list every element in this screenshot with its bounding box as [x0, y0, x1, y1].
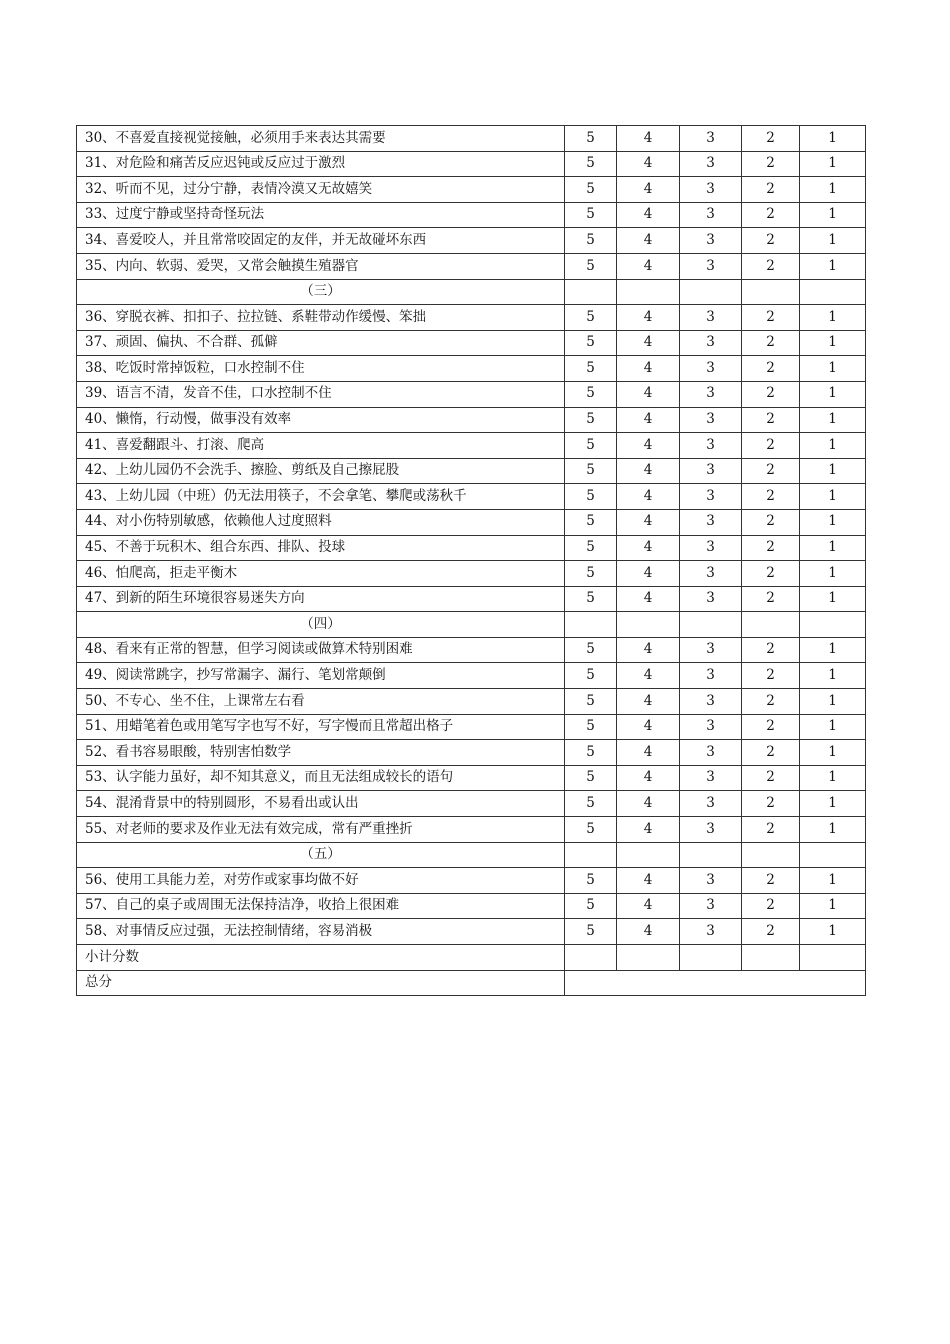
table-row [77, 253, 866, 279]
table-row [77, 817, 866, 843]
empty-score-cell [617, 842, 680, 868]
score-option: 4 [617, 561, 680, 587]
empty-score-cell [680, 945, 742, 971]
item-text: 37、顽固、偏执、不合群、孤僻 [77, 330, 565, 356]
score-option: 3 [680, 893, 742, 919]
questionnaire-table [76, 125, 866, 996]
score-option: 5 [565, 893, 617, 919]
score-option: 1 [800, 253, 866, 279]
empty-score-cell [680, 842, 742, 868]
score-option: 3 [680, 458, 742, 484]
item-text: 48、看来有正常的智慧，但学习阅读或做算术特别困难 [77, 637, 565, 663]
table-row [77, 561, 866, 587]
score-option: 2 [742, 740, 800, 766]
score-option: 2 [742, 765, 800, 791]
score-option: 4 [617, 458, 680, 484]
empty-score-cell [800, 612, 866, 638]
table-row [77, 381, 866, 407]
score-option: 4 [617, 407, 680, 433]
score-option: 2 [742, 817, 800, 843]
score-option: 1 [800, 126, 866, 152]
score-option: 1 [800, 509, 866, 535]
score-option: 5 [565, 433, 617, 459]
score-option: 3 [680, 586, 742, 612]
score-option: 3 [680, 765, 742, 791]
score-option: 4 [617, 151, 680, 177]
score-option: 3 [680, 817, 742, 843]
item-text: 58、对事情反应过强，无法控制情绪，容易消极 [77, 919, 565, 945]
score-option: 4 [617, 740, 680, 766]
empty-score-cell [680, 612, 742, 638]
score-option: 3 [680, 714, 742, 740]
score-option: 3 [680, 228, 742, 254]
item-text: 39、语言不清，发音不佳，口水控制不住 [77, 381, 565, 407]
empty-score-cell [680, 279, 742, 305]
score-option: 5 [565, 714, 617, 740]
score-option: 4 [617, 381, 680, 407]
score-option: 3 [680, 433, 742, 459]
score-option: 1 [800, 484, 866, 510]
item-text: 40、懒惰，行动慢，做事没有效率 [77, 407, 565, 433]
table-row [77, 433, 866, 459]
score-option: 2 [742, 305, 800, 331]
score-option: 1 [800, 433, 866, 459]
item-text: 47、到新的陌生环境很容易迷失方向 [77, 586, 565, 612]
score-option: 5 [565, 791, 617, 817]
empty-score-cell [742, 612, 800, 638]
score-option: 4 [617, 305, 680, 331]
score-option: 2 [742, 663, 800, 689]
score-option: 2 [742, 689, 800, 715]
empty-score-cell [742, 279, 800, 305]
score-option: 1 [800, 535, 866, 561]
score-option: 2 [742, 893, 800, 919]
score-option: 4 [617, 689, 680, 715]
score-option: 4 [617, 714, 680, 740]
score-option: 5 [565, 330, 617, 356]
score-option: 1 [800, 330, 866, 356]
score-option: 5 [565, 356, 617, 382]
score-option: 2 [742, 126, 800, 152]
empty-score-cell [800, 842, 866, 868]
empty-score-cell [800, 945, 866, 971]
score-option: 5 [565, 765, 617, 791]
item-text: 44、对小伤特别敏感，依赖他人过度照料 [77, 509, 565, 535]
score-option: 5 [565, 817, 617, 843]
score-option: 5 [565, 458, 617, 484]
table-row [77, 689, 866, 715]
score-option: 3 [680, 356, 742, 382]
score-option: 3 [680, 381, 742, 407]
item-text: 54、混淆背景中的特别圆形，不易看出或认出 [77, 791, 565, 817]
empty-score-cell [800, 279, 866, 305]
score-option: 2 [742, 433, 800, 459]
score-option: 1 [800, 765, 866, 791]
score-option: 2 [742, 561, 800, 587]
score-option: 2 [742, 356, 800, 382]
score-option: 4 [617, 253, 680, 279]
score-option: 2 [742, 381, 800, 407]
score-option: 3 [680, 305, 742, 331]
score-option: 3 [680, 253, 742, 279]
empty-score-cell [565, 842, 617, 868]
score-option: 2 [742, 919, 800, 945]
score-option: 4 [617, 356, 680, 382]
item-text: 56、使用工具能力差，对劳作或家事均做不好 [77, 868, 565, 894]
table-row [77, 765, 866, 791]
score-option: 2 [742, 714, 800, 740]
empty-score-cell [617, 279, 680, 305]
score-option: 1 [800, 586, 866, 612]
score-option: 4 [617, 868, 680, 894]
table-row [77, 407, 866, 433]
table-row [77, 458, 866, 484]
score-option: 4 [617, 919, 680, 945]
item-text: 49、阅读常跳字，抄写常漏字、漏行、笔划常颠倒 [77, 663, 565, 689]
score-option: 5 [565, 407, 617, 433]
score-option: 1 [800, 202, 866, 228]
score-option: 3 [680, 535, 742, 561]
score-option: 1 [800, 919, 866, 945]
score-option: 2 [742, 253, 800, 279]
empty-score-cell [565, 945, 617, 971]
empty-score-cell [565, 612, 617, 638]
score-option: 3 [680, 663, 742, 689]
table-row [77, 330, 866, 356]
item-text: 45、不善于玩积木、组合东西、排队、投球 [77, 535, 565, 561]
table-row [77, 305, 866, 331]
score-option: 5 [565, 689, 617, 715]
item-text: 41、喜爱翻跟斗、打滚、爬高 [77, 433, 565, 459]
score-option: 1 [800, 868, 866, 894]
score-option: 1 [800, 689, 866, 715]
score-option: 1 [800, 817, 866, 843]
score-option: 4 [617, 791, 680, 817]
table-row [77, 740, 866, 766]
score-option: 1 [800, 177, 866, 203]
total-value-cell [565, 970, 866, 996]
score-option: 4 [617, 202, 680, 228]
score-option: 2 [742, 791, 800, 817]
score-option: 1 [800, 305, 866, 331]
questionnaire-body [77, 126, 866, 996]
section-row [77, 842, 866, 868]
score-option: 3 [680, 740, 742, 766]
score-option: 4 [617, 177, 680, 203]
total-row [77, 970, 866, 996]
table-row [77, 177, 866, 203]
item-text: 57、自己的桌子或周围无法保持洁净，收拾上很困难 [77, 893, 565, 919]
score-option: 5 [565, 637, 617, 663]
score-option: 2 [742, 535, 800, 561]
item-text: 33、过度宁静或坚持奇怪玩法 [77, 202, 565, 228]
score-option: 4 [617, 637, 680, 663]
score-option: 2 [742, 177, 800, 203]
subtotal-row [77, 945, 866, 971]
table-row [77, 893, 866, 919]
score-option: 2 [742, 330, 800, 356]
score-option: 1 [800, 637, 866, 663]
item-text: 46、怕爬高，拒走平衡木 [77, 561, 565, 587]
score-option: 5 [565, 586, 617, 612]
score-option: 1 [800, 714, 866, 740]
score-option: 1 [800, 458, 866, 484]
item-text: 34、喜爱咬人，并且常常咬固定的友伴，并无故碰坏东西 [77, 228, 565, 254]
score-option: 2 [742, 509, 800, 535]
item-text: 35、内向、软弱、爱哭，又常会触摸生殖器官 [77, 253, 565, 279]
item-text: 51、用蜡笔着色或用笔写字也写不好，写字慢而且常超出格子 [77, 714, 565, 740]
score-option: 5 [565, 381, 617, 407]
table-row [77, 151, 866, 177]
table-row [77, 637, 866, 663]
score-option: 1 [800, 740, 866, 766]
subtotal-label: 小计分数 [77, 945, 565, 971]
item-text: 36、穿脱衣裤、扣扣子、拉拉链、系鞋带动作缓慢、笨拙 [77, 305, 565, 331]
item-text: 55、对老师的要求及作业无法有效完成，常有严重挫折 [77, 817, 565, 843]
item-text: 52、看书容易眼酸，特别害怕数学 [77, 740, 565, 766]
table-row [77, 791, 866, 817]
score-option: 3 [680, 689, 742, 715]
score-option: 1 [800, 151, 866, 177]
score-option: 2 [742, 637, 800, 663]
score-option: 3 [680, 561, 742, 587]
table-row [77, 663, 866, 689]
item-text: 31、对危险和痛苦反应迟钝或反应过于激烈 [77, 151, 565, 177]
score-option: 1 [800, 791, 866, 817]
score-option: 1 [800, 381, 866, 407]
score-option: 3 [680, 202, 742, 228]
score-option: 2 [742, 484, 800, 510]
section-row [77, 612, 866, 638]
table-row [77, 356, 866, 382]
item-text: 42、上幼儿园仍不会洗手、擦脸、剪纸及自己擦屁股 [77, 458, 565, 484]
score-option: 4 [617, 509, 680, 535]
table-row [77, 714, 866, 740]
score-option: 1 [800, 663, 866, 689]
table-row [77, 484, 866, 510]
score-option: 3 [680, 484, 742, 510]
score-option: 1 [800, 356, 866, 382]
score-option: 5 [565, 561, 617, 587]
score-option: 5 [565, 663, 617, 689]
score-option: 3 [680, 330, 742, 356]
score-option: 4 [617, 228, 680, 254]
empty-score-cell [617, 612, 680, 638]
empty-score-cell [617, 945, 680, 971]
score-option: 5 [565, 126, 617, 152]
score-option: 2 [742, 868, 800, 894]
score-option: 5 [565, 740, 617, 766]
table-row [77, 126, 866, 152]
score-option: 4 [617, 484, 680, 510]
score-option: 5 [565, 305, 617, 331]
table-row [77, 509, 866, 535]
table-row [77, 586, 866, 612]
score-option: 3 [680, 151, 742, 177]
table-row [77, 919, 866, 945]
item-text: 50、不专心、坐不住，上课常左右看 [77, 689, 565, 715]
score-option: 5 [565, 177, 617, 203]
empty-score-cell [742, 842, 800, 868]
score-option: 3 [680, 791, 742, 817]
score-option: 5 [565, 253, 617, 279]
empty-score-cell [742, 945, 800, 971]
score-option: 5 [565, 228, 617, 254]
score-option: 2 [742, 202, 800, 228]
score-option: 2 [742, 151, 800, 177]
score-option: 4 [617, 126, 680, 152]
section-heading: （四） [77, 612, 565, 638]
item-text: 43、上幼儿园（中班）仍无法用筷子，不会拿笔、攀爬或荡秋千 [77, 484, 565, 510]
score-option: 3 [680, 177, 742, 203]
score-option: 1 [800, 893, 866, 919]
score-option: 4 [617, 663, 680, 689]
score-option: 4 [617, 765, 680, 791]
score-option: 1 [800, 407, 866, 433]
score-option: 5 [565, 868, 617, 894]
score-option: 2 [742, 228, 800, 254]
score-option: 4 [617, 330, 680, 356]
score-option: 5 [565, 509, 617, 535]
score-option: 5 [565, 919, 617, 945]
score-option: 4 [617, 586, 680, 612]
item-text: 53、认字能力虽好，却不知其意义，而且无法组成较长的语句 [77, 765, 565, 791]
score-option: 1 [800, 561, 866, 587]
score-option: 5 [565, 484, 617, 510]
score-option: 3 [680, 919, 742, 945]
section-heading: （五） [77, 842, 565, 868]
score-option: 3 [680, 509, 742, 535]
total-label: 总分 [77, 970, 565, 996]
score-option: 4 [617, 817, 680, 843]
section-heading: （三） [77, 279, 565, 305]
empty-score-cell [565, 279, 617, 305]
score-option: 4 [617, 893, 680, 919]
score-option: 4 [617, 433, 680, 459]
score-option: 2 [742, 458, 800, 484]
item-text: 32、听而不见，过分宁静，表情冷漠又无故嬉笑 [77, 177, 565, 203]
score-option: 3 [680, 868, 742, 894]
item-text: 38、吃饭时常掉饭粒，口水控制不住 [77, 356, 565, 382]
table-row [77, 202, 866, 228]
score-option: 5 [565, 151, 617, 177]
table-row [77, 535, 866, 561]
score-option: 5 [565, 535, 617, 561]
score-option: 2 [742, 586, 800, 612]
table-row [77, 228, 866, 254]
score-option: 3 [680, 126, 742, 152]
section-row [77, 279, 866, 305]
item-text: 30、不喜爱直接视觉接触，必须用手来表达其需要 [77, 126, 565, 152]
score-option: 2 [742, 407, 800, 433]
score-option: 1 [800, 228, 866, 254]
score-option: 4 [617, 535, 680, 561]
score-option: 3 [680, 637, 742, 663]
score-option: 5 [565, 202, 617, 228]
score-option: 3 [680, 407, 742, 433]
table-row [77, 868, 866, 894]
